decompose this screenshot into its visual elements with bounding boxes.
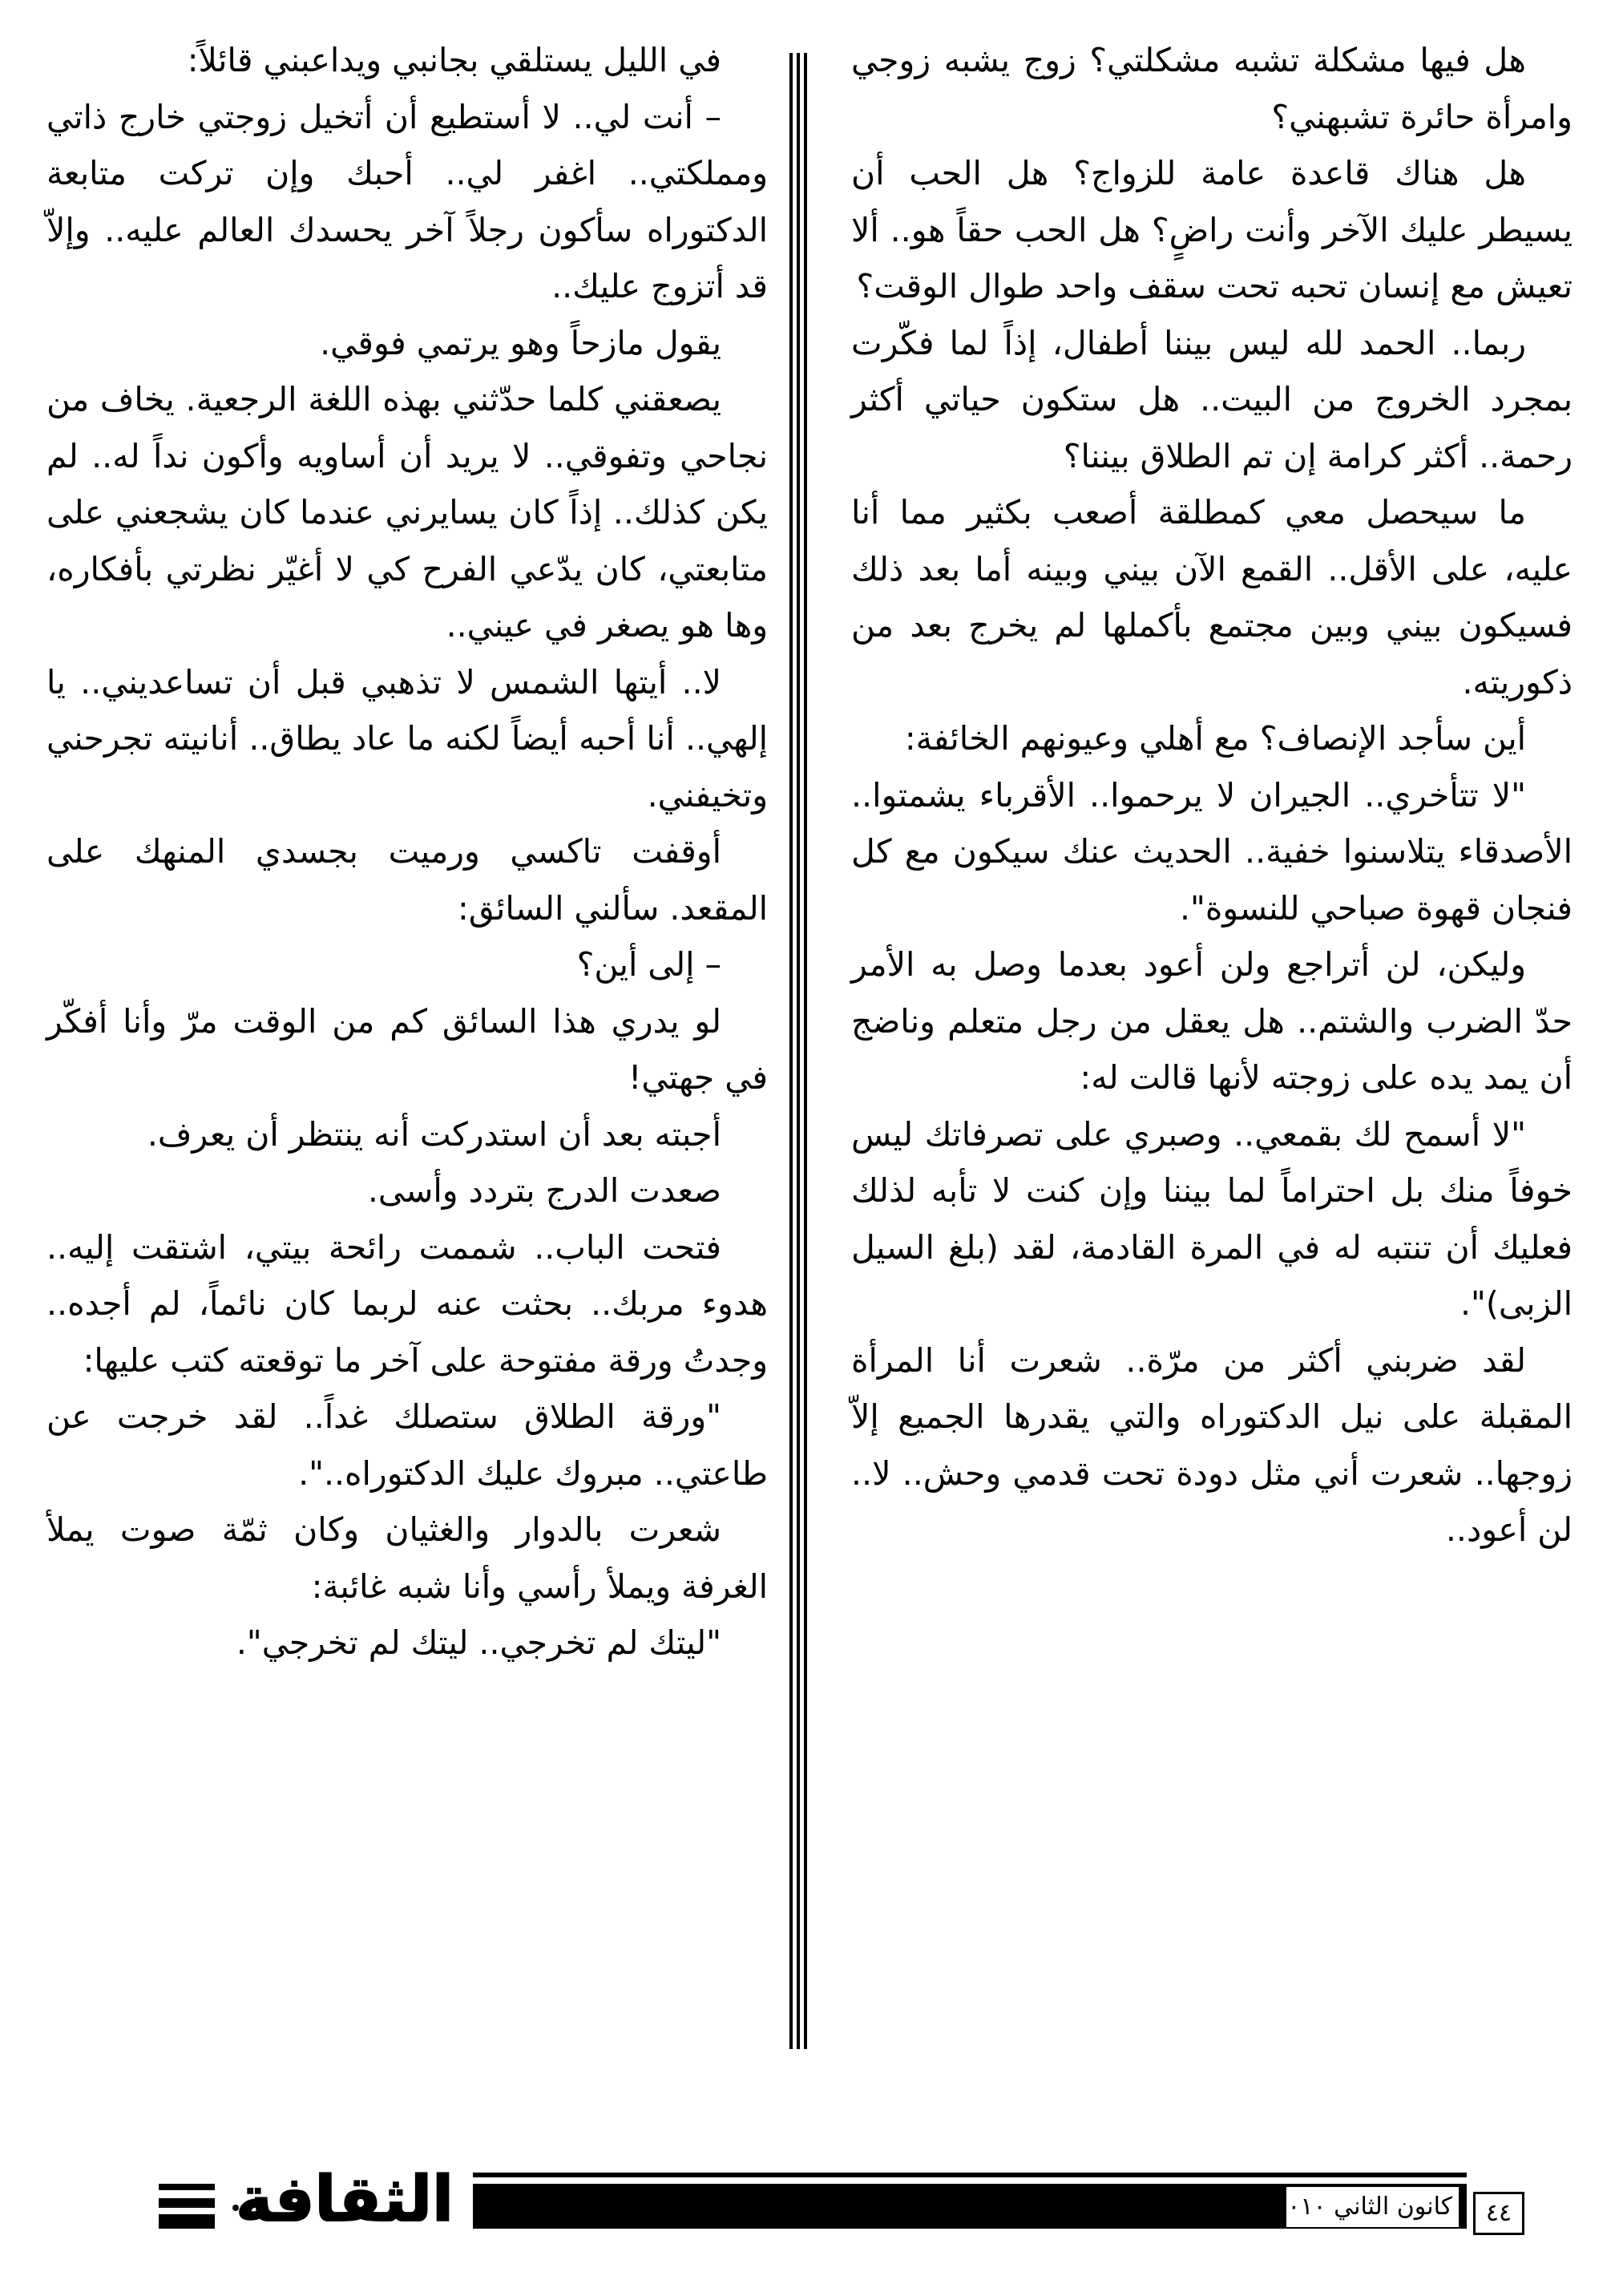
quote-paragraph: "لا تتأخري.. الجيران لا يرحموا.. الأقرباء يشمتوا.. الأصدقاء يتلاسنوا خفية.. الحديث عنك سيكون مع كل فنجان قهوة صباحي للنسوة".	[851, 775, 1573, 928]
article-column-right	[851, 32, 1573, 1558]
paragraph: صعدت الدرج بتردد وأسى.	[367, 1171, 721, 1210]
page-footer	[0, 2157, 1619, 2245]
paragraph: ربما.. الحمد لله ليس بيننا أطفال، إذاً لما فكّرت بمجرد الخروج من البيت.. هل ستكون حياتي أكثر رحمة.. أكثر كرامة إن تم الطلاق بيننا؟	[851, 323, 1573, 475]
issue-date: كانون الثاني ٢٠١٠م	[1286, 2187, 1459, 2227]
paragraph: هل هناك قاعدة عامة للزواج؟ هل الحب أن يسيطر عليك الآخر وأنت راضٍ؟ هل الحب حقاً هو.. ألا تعيش مع إنسان تحبه تحت سقف واحد طوال الوقت؟	[851, 154, 1573, 305]
dialogue-paragraph: – إلى أين؟	[576, 945, 721, 984]
footer-ornament-bars	[159, 2181, 215, 2229]
quote-paragraph: "لا أسمح لك بقمعي.. وصبري على تصرفاتك ليس خوفاً منك بل احتراماً لما بيننا وإن كنت لا تأبه لذلك فعليك أن تنتبه له في المرة القادمة، لقد (بلغ السيل الزبى)".	[851, 1114, 1573, 1323]
magazine-logo: الثقافة	[236, 2164, 454, 2236]
paragraph: ما سيحصل معي كمطلقة أصعب بكثير مما أنا عليه، على الأقل.. القمع الآن بيني وبينه أما بعد ذلك فسيكون بيني وبين مجتمع بأكملها لم يخرج بعد من ذكوريته.	[851, 493, 1573, 701]
paragraph: شعرت بالدوار والغثيان وكان ثمّة صوت يملأ الغرفة ويملأ رأسي وأنا شبه غائبة:	[46, 1510, 768, 1606]
column-divider	[789, 53, 807, 2049]
paragraph: لو يدري هذا السائق كم من الوقت مرّ وأنا أفكّر في جهتي!	[46, 1001, 768, 1097]
quote-paragraph: "ليتك لم تخرجي.. ليتك لم تخرجي".	[236, 1623, 721, 1662]
paragraph: أجبته بعد أن استدركت أنه ينتظر أن يعرف.	[147, 1114, 721, 1154]
quote-paragraph: "ورقة الطلاق ستصلك غداً.. لقد خرجت عن طاعتي.. مبروك عليك الدكتوراه..".	[46, 1397, 768, 1493]
article-column-left	[46, 32, 768, 1671]
paragraph: هل فيها مشكلة تشبه مشكلتي؟ زوج يشبه زوجي وامرأة حائرة تشبهني؟	[851, 41, 1573, 136]
paragraph: لقد ضربني أكثر من مرّة.. شعرت أنا المرأة المقبلة على نيل الدكتوراه والتي يقدرها الجميع إلاّ زوجها.. شعرت أني مثل دودة تحت قدمي وحش.. لا.. لن أعود..	[851, 1340, 1573, 1549]
paragraph: أين سأجد الإنصاف؟ مع أهلي وعيونهم الخائفة:	[904, 719, 1526, 758]
paragraph: وليكن، لن أتراجع ولن أعود بعدما وصل به الأمر حدّ الضرب والشتم.. هل يعقل من رجل متعلم وناضج أن يمد يده على زوجته لأنها قالت له:	[851, 945, 1573, 1097]
dialogue-paragraph: – أنت لي.. لا أستطيع أن أتخيل زوجتي خارج ذاتي ومملكتي.. اغفر لي.. أحبك وإن تركت متابعة الدكتوراه سأكون رجلاً آخر يحسدك العالم عليه.. وإلاّ قد أتزوج عليك..	[46, 97, 768, 305]
paragraph: في الليل يستلقي بجانبي ويداعبني قائلاً:	[187, 41, 721, 79]
paragraph: يقول مازحاً وهو يرتمي فوقي.	[320, 323, 721, 362]
page-number: ٤٤	[1473, 2192, 1524, 2235]
paragraph: أوقفت تاكسي ورميت بجسدي المنهك على المقعد. سألني السائق:	[46, 832, 768, 928]
paragraph: يصعقني كلما حدّثني بهذه اللغة الرجعية. يخاف من نجاحي وتفوقي.. لا يريد أن أساويه وأكون نداً له.. لم يكن كذلك.. إذاً كان يسايرني عندما كان يشجعني على متابعتي، كان يدّعي الفرح كي لا أغيّر نظرتي بأفكاره، وها هو يصغر في عيني..	[46, 380, 768, 645]
paragraph: لا.. أيتها الشمس لا تذهبي قبل أن تساعديني.. يا إلهي.. أنا أحبه أيضاً لكنه ما عاد يطاق.. أنانيته تجرحني وتخيفني.	[46, 662, 768, 815]
paragraph: فتحت الباب.. شممت رائحة بيتي، اشتقت إليه.. هدوء مربك.. بحثت عنه لربما كان نائماً، لم أجده.. وجدتُ ورقة مفتوحة على آخر ما توقعته كتب عليها:	[46, 1227, 768, 1380]
